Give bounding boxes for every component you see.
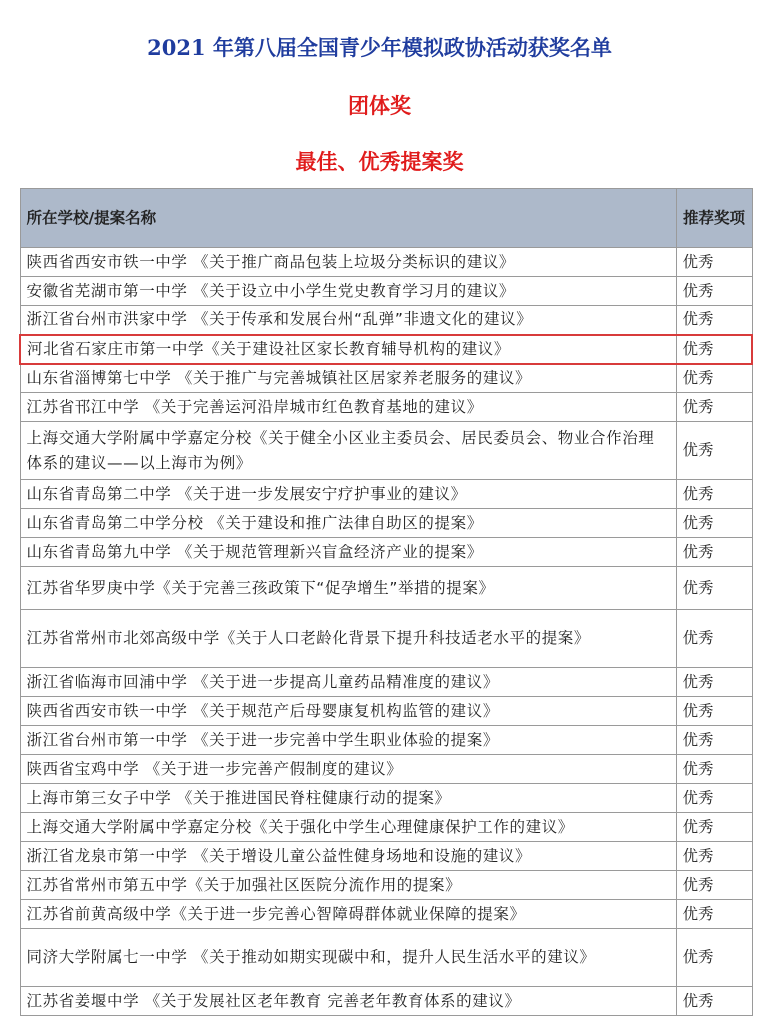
table-row (20, 668, 752, 697)
award-rating-cell: 优秀 (676, 480, 752, 509)
school-proposal-cell: 上海交通大学附属中学嘉定分校《关于强化中学生心理健康保护工作的建议》 (20, 813, 676, 842)
award-rating-cell: 优秀 (676, 277, 752, 306)
table-row (20, 393, 752, 422)
table-row (20, 871, 752, 900)
school-proposal-cell: 山东省青岛第二中学 《关于进一步发展安宁疗护事业的建议》 (20, 480, 676, 509)
table-row (20, 929, 752, 987)
award-rating-cell: 优秀 (676, 393, 752, 422)
award-rating-cell: 优秀 (676, 364, 752, 393)
award-subcategory-heading: 最佳、优秀提案奖 (295, 150, 464, 174)
award-rating-cell: 优秀 (676, 697, 752, 726)
school-proposal-cell: 浙江省临海市回浦中学 《关于进一步提高儿童药品精准度的建议》 (20, 668, 676, 697)
school-proposal-cell: 浙江省台州市第一中学 《关于进一步完善中学生职业体验的提案》 (20, 726, 676, 755)
award-rating-cell: 优秀 (676, 567, 752, 610)
award-rating-cell: 优秀 (676, 813, 752, 842)
school-proposal-cell: 江苏省姜堰中学 《关于发展社区老年教育 完善老年教育体系的建议》 (20, 987, 676, 1016)
award-rating-cell: 优秀 (676, 248, 752, 277)
table-row (20, 306, 752, 335)
award-rating-cell: 优秀 (676, 842, 752, 871)
award-table (19, 188, 753, 1016)
school-proposal-cell: 浙江省龙泉市第一中学 《关于增设儿童公益性健身场地和设施的建议》 (20, 842, 676, 871)
table-row (20, 987, 752, 1016)
school-proposal-cell: 上海交通大学附属中学嘉定分校《关于健全小区业主委员会、居民委员会、物业合作治理体系的建议——以上海市为例》 (20, 422, 676, 480)
table-row (20, 755, 752, 784)
award-rating-cell: 优秀 (676, 726, 752, 755)
school-proposal-cell: 山东省淄博第七中学 《关于推广与完善城镇社区居家养老服务的建议》 (20, 364, 676, 393)
school-proposal-cell: 同济大学附属七一中学 《关于推动如期实现碳中和，提升人民生活水平的建议》 (20, 929, 676, 987)
table-row (20, 567, 752, 610)
award-rating-cell: 优秀 (676, 668, 752, 697)
header-recommended-award: 推荐奖项 (676, 189, 752, 248)
school-proposal-cell: 江苏省常州市第五中学《关于加强社区医院分流作用的提案》 (20, 871, 676, 900)
table-row (20, 784, 752, 813)
award-rating-cell: 优秀 (676, 610, 752, 668)
award-rating-cell: 优秀 (676, 871, 752, 900)
table-row (20, 538, 752, 567)
school-proposal-cell: 江苏省常州市北郊高级中学《关于人口老龄化背景下提升科技适老水平的提案》 (20, 610, 676, 668)
award-category-heading: 团体奖 (348, 94, 411, 118)
school-proposal-cell: 陕西省西安市铁一中学 《关于规范产后母婴康复机构监管的建议》 (20, 697, 676, 726)
table-row (20, 697, 752, 726)
header-school-proposal: 所在学校/提案名称 (20, 189, 676, 248)
school-proposal-cell: 江苏省华罗庚中学《关于完善三孩政策下“促孕增生”举措的提案》 (20, 567, 676, 610)
table-row (20, 248, 752, 277)
table-row (20, 842, 752, 871)
school-proposal-cell: 浙江省台州市洪家中学 《关于传承和发展台州“乱弹”非遗文化的建议》 (20, 306, 676, 335)
table-row-highlighted (20, 335, 752, 364)
award-rating-cell: 优秀 (676, 538, 752, 567)
table-row (20, 364, 752, 393)
document-title: 2021 年第八届全国青少年模拟政协活动获奖名单 (147, 35, 612, 60)
award-rating-cell: 优秀 (676, 335, 752, 364)
table-row (20, 900, 752, 929)
table-row (20, 726, 752, 755)
table-row (20, 480, 752, 509)
award-rating-cell: 优秀 (676, 509, 752, 538)
table-header-row (20, 189, 752, 248)
school-proposal-cell: 上海市第三女子中学 《关于推进国民脊柱健康行动的提案》 (20, 784, 676, 813)
award-rating-cell: 优秀 (676, 784, 752, 813)
award-rating-cell: 优秀 (676, 422, 752, 480)
award-rating-cell: 优秀 (676, 306, 752, 335)
table-row (20, 509, 752, 538)
school-proposal-cell: 山东省青岛第九中学 《关于规范管理新兴盲盒经济产业的提案》 (20, 538, 676, 567)
award-rating-cell: 优秀 (676, 987, 752, 1016)
award-rating-cell: 优秀 (676, 929, 752, 987)
school-proposal-cell: 山东省青岛第二中学分校 《关于建设和推广法律自助区的提案》 (20, 509, 676, 538)
school-proposal-cell: 安徽省芜湖市第一中学 《关于设立中小学生党史教育学习月的建议》 (20, 277, 676, 306)
table-row (20, 277, 752, 306)
table-row (20, 422, 752, 480)
table-row (20, 813, 752, 842)
school-proposal-cell: 陕西省西安市铁一中学 《关于推广商品包装上垃圾分类标识的建议》 (20, 248, 676, 277)
award-rating-cell: 优秀 (676, 900, 752, 929)
table-row (20, 610, 752, 668)
award-rating-cell: 优秀 (676, 755, 752, 784)
school-proposal-cell: 江苏省邗江中学 《关于完善运河沿岸城市红色教育基地的建议》 (20, 393, 676, 422)
school-proposal-cell: 江苏省前黄高级中学《关于进一步完善心智障碍群体就业保障的提案》 (20, 900, 676, 929)
school-proposal-cell: 陕西省宝鸡中学 《关于进一步完善产假制度的建议》 (20, 755, 676, 784)
school-proposal-cell: 河北省石家庄市第一中学《关于建设社区家长教育辅导机构的建议》 (20, 335, 676, 364)
